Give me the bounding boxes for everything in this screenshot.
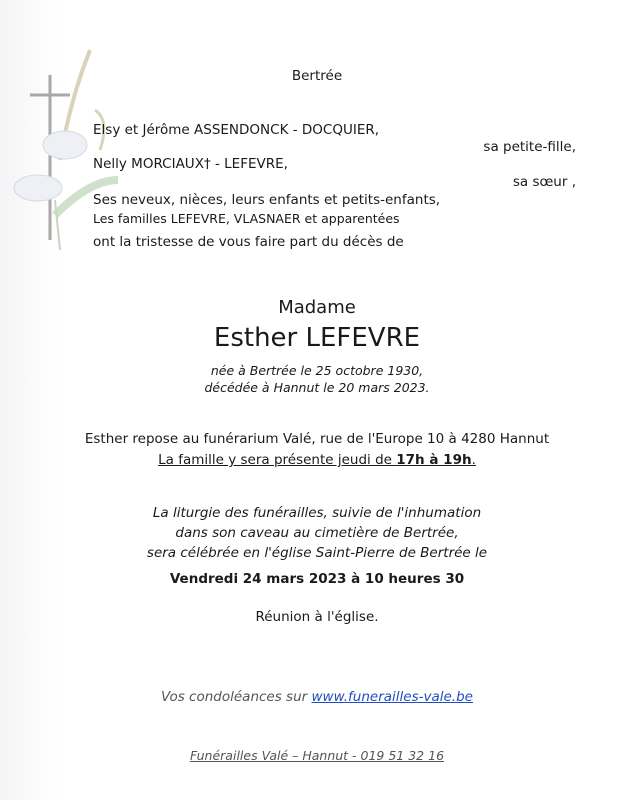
deceased-title: Madame bbox=[278, 297, 356, 318]
ceremony-date: Vendredi 24 mars 2023 à 10 heures 30 bbox=[169, 571, 465, 587]
family-relation-1: sa petite-fille, bbox=[483, 139, 576, 155]
condolences-text: Vos condoléances sur bbox=[161, 689, 312, 705]
visitation-line: Esther repose au funérarium Valé, rue de l'Europe 10 à 4280 Hannut bbox=[84, 431, 550, 447]
death-line: décédée à Hannut le 20 mars 2023. bbox=[204, 380, 430, 395]
presence-time: 17h à 19h bbox=[396, 452, 472, 468]
liturgy-line-2: dans son caveau au cimetière de Bertrée, bbox=[175, 525, 459, 541]
birth-line: née à Bertrée le 25 octobre 1930, bbox=[210, 363, 424, 378]
presence-text: La famille y sera présente jeudi de bbox=[158, 452, 397, 468]
others-line-1: Ses neveux, nièces, leurs enfants et petits-enfants, bbox=[93, 192, 441, 208]
meeting-note: Réunion à l'église. bbox=[255, 609, 379, 625]
condolences-link[interactable]: www.funerailles-vale.be bbox=[311, 689, 473, 705]
liturgy-line-1: La liturgie des funérailles, suivie de l'inhumation bbox=[152, 505, 482, 521]
family-relation-2: sa sœur , bbox=[512, 174, 576, 190]
place-heading: Bertrée bbox=[291, 68, 343, 84]
others-line-2: Les familles LEFEVRE, VLASNAER et apparentées bbox=[93, 211, 400, 226]
family-presence-line bbox=[0, 452, 634, 468]
deceased-name: Esther LEFEVRE bbox=[213, 323, 421, 353]
liturgy-line-3: sera célébrée en l'église Saint-Pierre de Bertrée le bbox=[146, 545, 488, 561]
condolences-line bbox=[0, 689, 634, 705]
others-line-3: ont la tristesse de vous faire part du décès de bbox=[93, 234, 404, 250]
footer-contact: Funérailles Valé – Hannut - 019 51 32 16 bbox=[189, 748, 445, 763]
family-name-2: Nelly MORCIAUX† - LEFEVRE, bbox=[93, 156, 288, 172]
family-name-1: Elsy et Jérôme ASSENDONCK - DOCQUIER, bbox=[93, 122, 380, 138]
presence-suffix: . bbox=[471, 452, 476, 468]
